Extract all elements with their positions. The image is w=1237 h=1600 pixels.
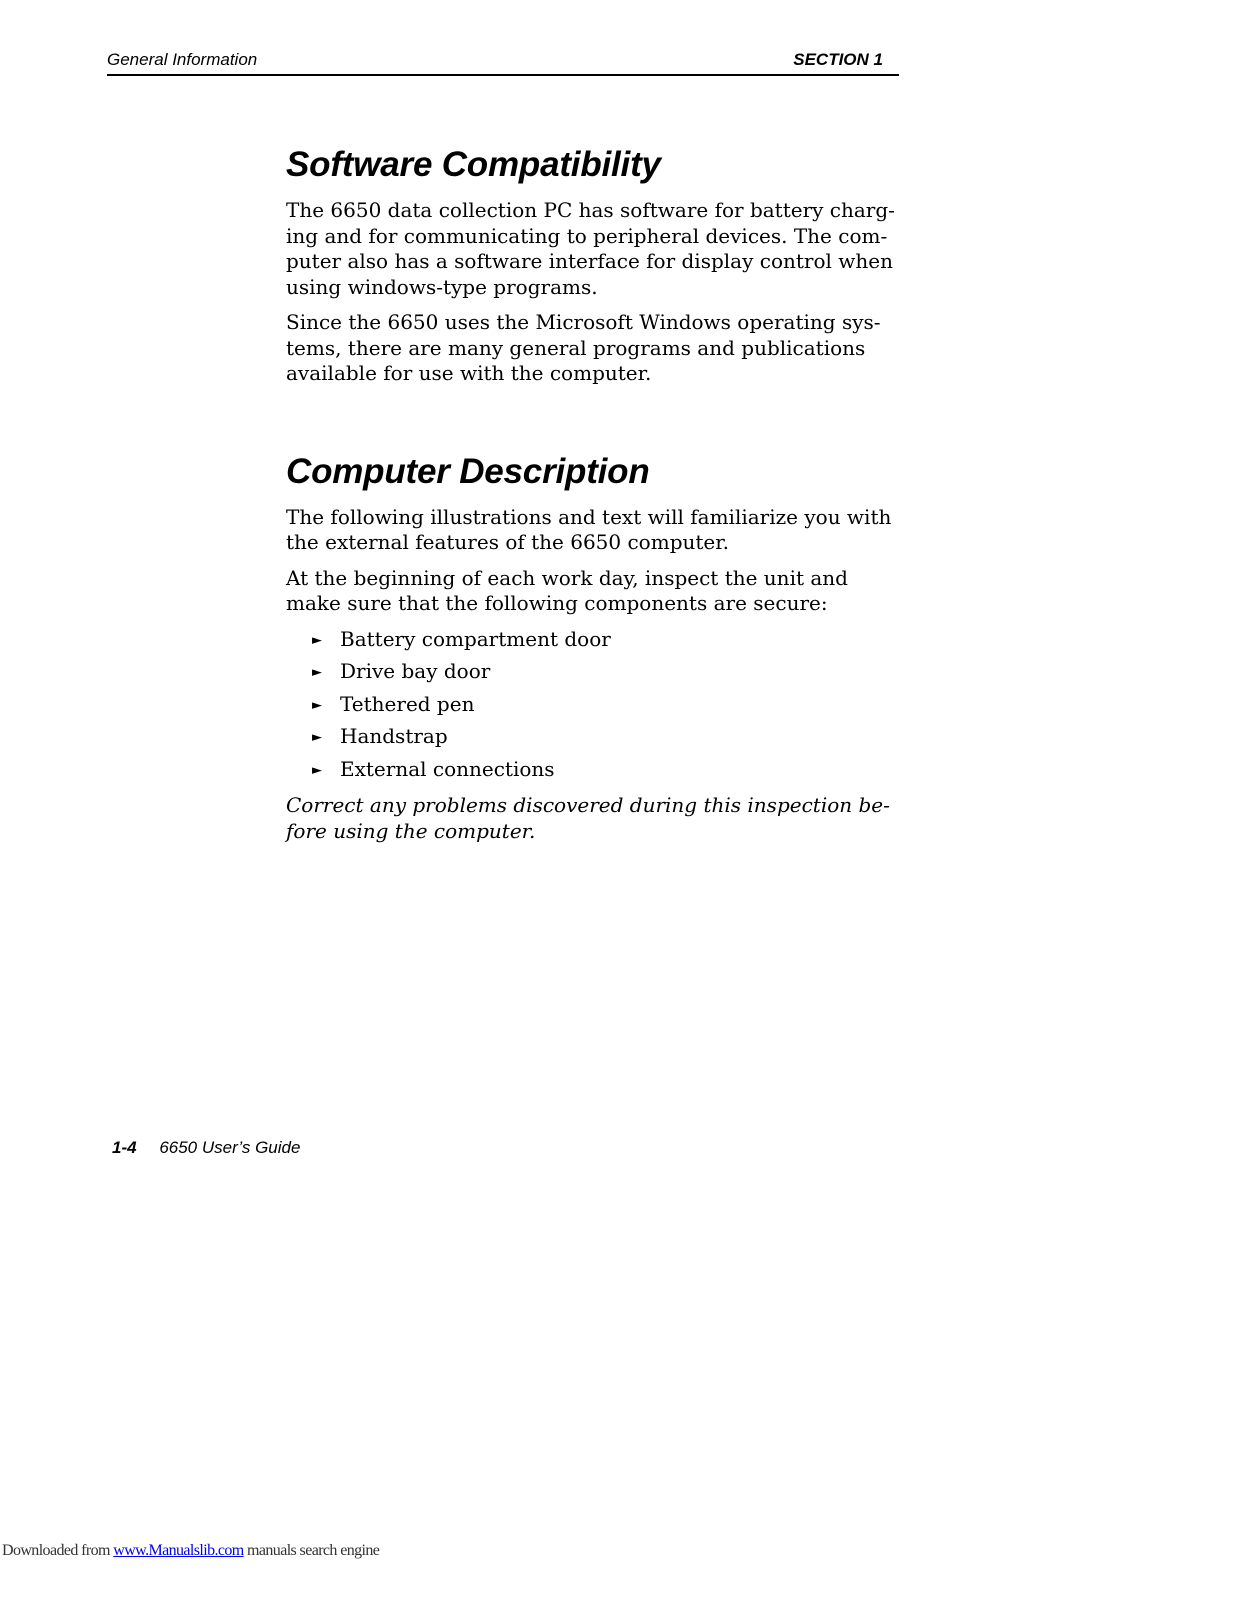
component-checklist [286, 627, 906, 790]
download-prefix: Downloaded from [2, 1542, 114, 1559]
section-software-compatibility [286, 140, 906, 387]
list-item-label: Handstrap [340, 724, 448, 748]
triangle-bullet-icon: ► [312, 632, 322, 648]
page-content [286, 140, 906, 854]
inspection-note: Correct any problems discovered during this inspection be- fore using the computer. [286, 793, 890, 843]
list-item-label: Battery compartment door [340, 626, 611, 651]
paragraph: Since the 6650 uses the Microsoft Windows operating sys- tems, there are many general programs and publications available for use with the computer. [286, 310, 881, 385]
triangle-bullet-icon: ► [312, 665, 322, 680]
triangle-bullet-icon: ► [312, 762, 322, 778]
section-computer-description [286, 447, 906, 845]
list-item-label: Drive bay door [340, 659, 491, 683]
page-number: 1-4 [112, 1138, 137, 1157]
running-header [107, 50, 899, 76]
list-item [286, 692, 906, 725]
manualslib-link[interactable]: www.Manualslib.com [113, 1542, 244, 1559]
triangle-bullet-icon: ► [312, 697, 322, 713]
list-item-label: External connections [340, 756, 555, 781]
section-heading: Computer Description [286, 451, 650, 491]
download-source-note [2, 1542, 379, 1560]
list-item [286, 757, 906, 790]
list-item [286, 627, 906, 660]
header-chapter-title: General Information [107, 50, 258, 69]
guide-title: 6650 User’s Guide [159, 1138, 301, 1157]
download-suffix: manuals search engine [243, 1542, 380, 1559]
triangle-bullet-icon: ► [312, 730, 322, 745]
paragraph: The 6650 data collection PC has software for battery charg- ing and for communicating to peripheral devices. The com- puter also has a software interface for display control when using windows-type programs. [286, 198, 895, 299]
paragraph: At the beginning of each work day, inspect the unit and make sure that the following components are secure: [286, 565, 848, 615]
paragraph: The following illustrations and text will familiarize you with the external features of the 6650 computer. [286, 504, 892, 554]
list-item [286, 659, 906, 692]
header-section-label: SECTION 1 [793, 50, 883, 69]
list-item [286, 724, 906, 757]
list-item-label: Tethered pen [340, 691, 475, 716]
running-footer [112, 1138, 300, 1158]
section-heading: Software Compatibility [286, 145, 661, 184]
